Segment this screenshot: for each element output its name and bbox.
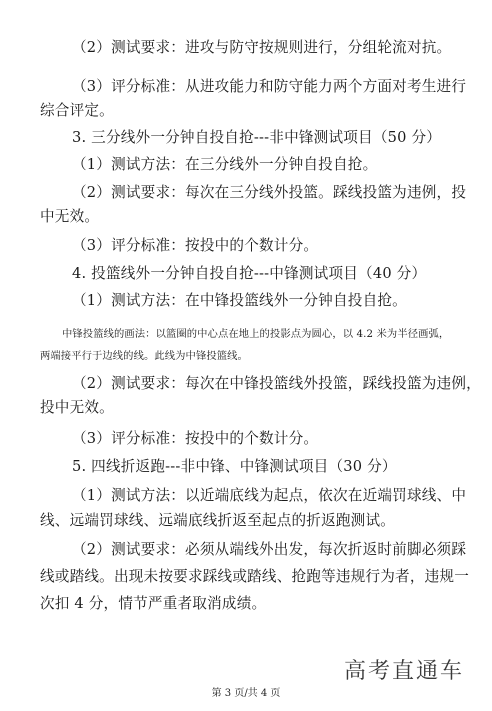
text-line: 线或踏线。出现未按要求踩线或踏线、抢跑等违规行为者，违规一 <box>40 568 470 585</box>
text-line: （2）测试要求：每次在中锋投篮线外投篮，踩线投篮为违例， <box>72 375 481 392</box>
text-line: 综合评定。 <box>40 102 114 119</box>
text-line: （1）测试方法：在中锋投篮线外一分钟自投自抢。 <box>72 292 407 309</box>
note-line: 中锋投篮线的画法：以篮圈的中心点在地上的投影点为圆心，以 4.2 米为半径画弧， <box>62 328 450 340</box>
text-line: 次扣 4 分，情节严重者取消成绩。 <box>40 595 267 612</box>
text-line: （2）测试要求：进攻与防守按规则进行，分组轮流对抗。 <box>72 39 452 56</box>
text-line: （3）评分标准：从进攻能力和防守能力两个方面对考生进行 <box>72 78 467 95</box>
text-line: （2）测试要求：必须从端线外出发，每次折返时前脚必须踩 <box>72 541 467 558</box>
section-heading: 5. 四线折返跑---非中锋、中锋测试项目（30 分） <box>72 458 397 475</box>
text-line: （1）测试方法：以近端底线为起点，依次在近端罚球线、中 <box>72 487 467 504</box>
section-heading: 3. 三分线外一分钟自投自抢---非中锋测试项目（50 分） <box>72 129 442 146</box>
text-line: 投中无效。 <box>40 399 114 416</box>
text-line: （3）评分标准：按投中的个数计分。 <box>72 430 319 447</box>
page-number: 第 3 页/共 4 页 <box>211 688 281 699</box>
text-line: 线、远端罚球线、远端底线折返至起点的折返跑测试。 <box>40 512 396 529</box>
text-line: （2）测试要求：每次在三分线外投篮。踩线投篮为违例，投 <box>72 184 467 201</box>
watermark: 高考直通车 <box>344 659 465 684</box>
section-heading: 4. 投篮线外一分钟自投自抢---中锋测试项目（40 分） <box>72 265 427 282</box>
text-line: 中无效。 <box>40 208 100 225</box>
text-line: （3）评分标准：按投中的个数计分。 <box>72 237 319 254</box>
text-line: （1）测试方法：在三分线外一分钟自投自抢。 <box>72 156 378 173</box>
note-line: 两端接平行于边线的线。此线为中锋投篮线。 <box>40 350 248 362</box>
